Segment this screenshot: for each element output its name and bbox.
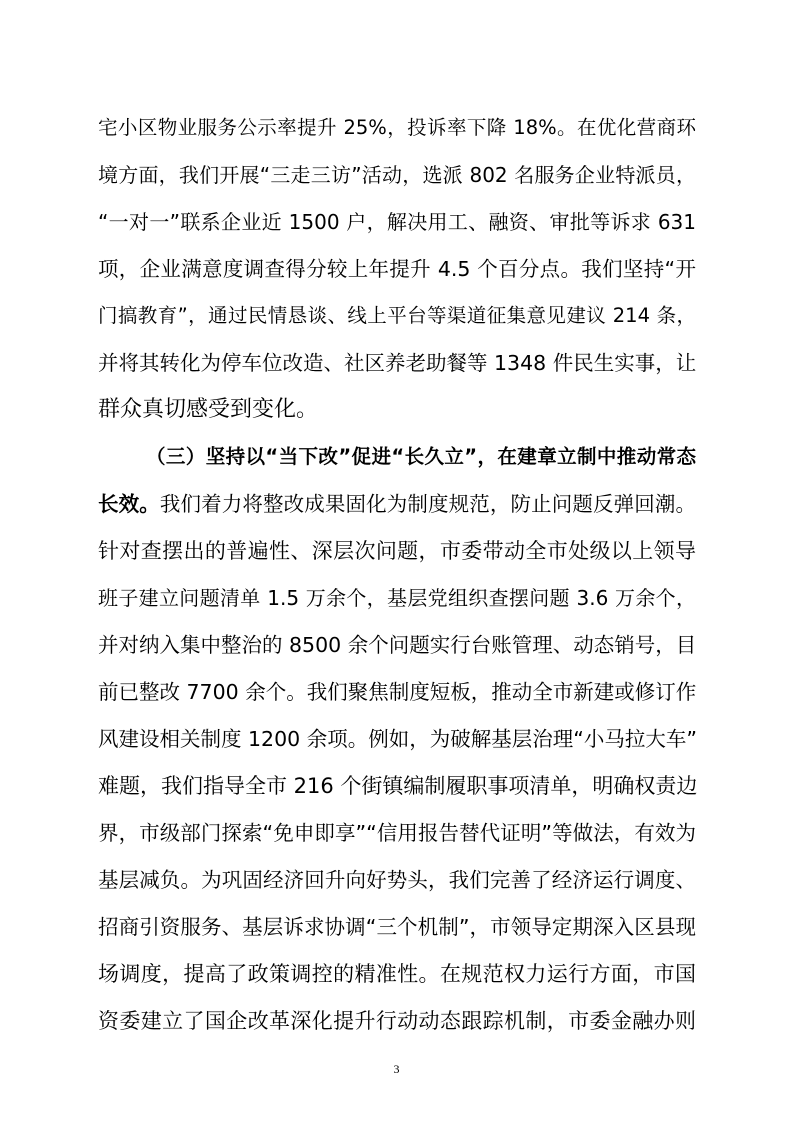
body-text-line: 项，企业满意度调查得分较上年提升 4.5 个百分点。我们坚持“开 — [98, 257, 696, 281]
body-text-line: 资委建立了国企改革深化提升行动动态跟踪机制，市委金融办则 — [98, 1009, 696, 1033]
body-text-line: 前已整改 7700 余个。我们聚焦制度短板，推动全市新建或修订作 — [98, 680, 697, 704]
body-text-line: 境方面，我们开展“三走三访”活动，选派 802 名服务企业特派员， — [98, 163, 696, 187]
body-text-line: 群众真切感受到变化。 — [98, 397, 319, 422]
body-text-line: “一对一”联系企业近 1500 户，解决用工、融资、审批等诉求 631 — [98, 210, 696, 234]
body-text-line: 基层减负。为巩固经济回升向好势头，我们完善了经济运行调度、 — [98, 868, 696, 892]
mixed-text-line — [98, 484, 696, 524]
section-heading-tail: 长效。 — [98, 492, 160, 516]
body-text-line: 界，市级部门探索“免申即享”“信用报告替代证明”等做法，有效为 — [98, 821, 696, 845]
body-text-span: 我们着力将整改成果固化为制度规范，防止问题反弹回潮。 — [159, 492, 696, 516]
body-text-line: 针对查摆出的普遍性、深层次问题，市委带动全市处级以上领导 — [98, 539, 696, 563]
body-text-line: 风建设相关制度 1200 余项。例如，为破解基层治理“小马拉大车” — [98, 727, 697, 751]
section-heading-line: （三）坚持以“当下改”促进“长久立”，在建章立制中推动常态 — [146, 445, 696, 468]
body-text-line: 场调度，提高了政策调控的精准性。在规范权力运行方面，市国 — [98, 962, 696, 986]
body-text-line: 宅小区物业服务公示率提升 25%，投诉率下降 18%。在优化营商环 — [98, 116, 696, 139]
body-text-line: 班子建立问题清单 1.5 万余个，基层党组织查摆问题 3.6 万余个， — [98, 586, 696, 610]
page-number: 3 — [393, 1062, 400, 1076]
body-text-line: 招商引资服务、基层诉求协调“三个机制”，市领导定期深入区县现 — [98, 915, 696, 939]
body-text-line: 难题，我们指导全市 216 个街镇编制履职事项清单，明确权责边 — [98, 774, 698, 798]
body-text-line: 门搞教育”，通过民情恳谈、线上平台等渠道征集意见建议 214 条， — [98, 304, 696, 327]
body-text-line: 并将其转化为停车位改造、社区养老助餐等 1348 件民生实事，让 — [98, 351, 697, 375]
body-text-line: 并对纳入集中整治的 8500 余个问题实行台账管理、动态销号，目 — [98, 633, 697, 657]
